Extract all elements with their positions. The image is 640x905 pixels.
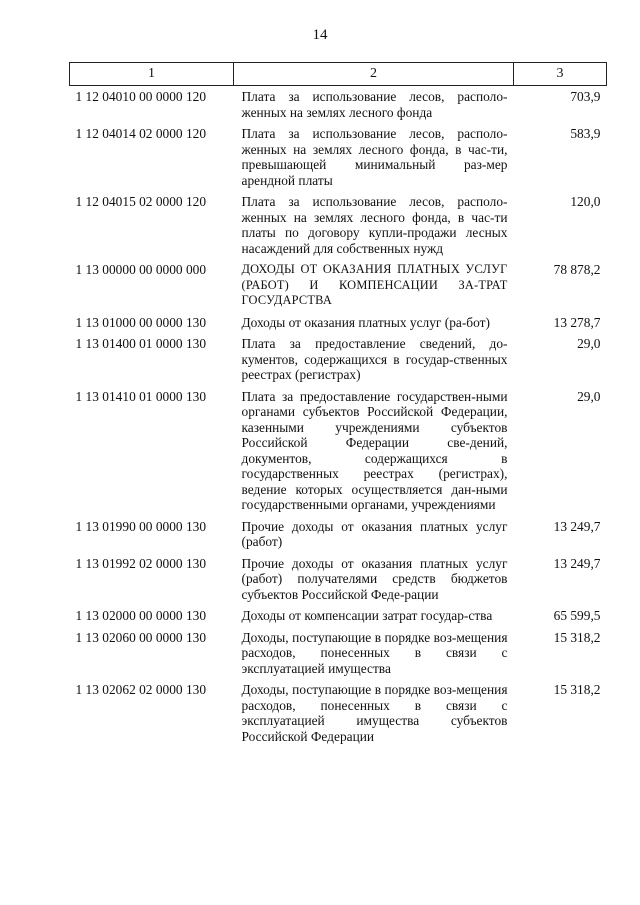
revenue-code: 1 13 01992 02 0000 130 bbox=[75, 555, 207, 571]
table-row bbox=[70, 123, 607, 191]
revenue-name: Плата за использование лесов, располо-женных на землях лесного фонда, в час-ти, превышающей минимальный раз-мер арендной платы bbox=[241, 126, 508, 188]
revenue-code: 1 13 01000 00 0000 130 bbox=[75, 314, 207, 330]
column-header-name: 2 bbox=[234, 63, 514, 86]
table-row bbox=[70, 627, 607, 680]
revenue-name: Прочие доходы от оказания платных услуг (работ) получателями средств бюджетов субъектов Российской Феде-рации bbox=[241, 555, 508, 602]
revenue-sum: 703,9 bbox=[570, 89, 601, 104]
revenue-name: Доходы от компенсации затрат государ-ства bbox=[241, 608, 493, 623]
revenue-name: Плата за предоставление государствен-ными органами субъектов Российской Федерации, казенными учреждениями субъектов Российской Федерации све-дений, документов, содержащихся в государственных реестрах (регистрах), ведение которых осуществляется дан-ными государственными органами, учреждениями bbox=[241, 388, 508, 512]
table-row bbox=[70, 516, 607, 553]
revenue-code: 1 13 01410 01 0000 130 bbox=[75, 388, 207, 404]
revenue-code: 1 13 02000 00 0000 130 bbox=[75, 608, 207, 623]
revenue-name: Плата за использование лесов, располо-женных на землях лесного фонда, в час-ти платы по договору купли-продажи лесных насаждений для собственных нужд bbox=[241, 194, 508, 256]
revenue-code: 1 12 04015 02 0000 120 bbox=[75, 194, 207, 209]
revenue-sum: 13 278,7 bbox=[553, 314, 601, 330]
revenue-sum: 583,9 bbox=[570, 126, 601, 141]
revenue-name: Прочие доходы от оказания платных услуг (работ) bbox=[241, 518, 508, 549]
revenue-name: Плата за предоставление сведений, до-кументов, содержащихся в государ-ственных реестрах (регистрах) bbox=[241, 336, 508, 382]
revenue-sum: 13 249,7 bbox=[553, 555, 601, 571]
revenue-code: 1 13 01400 01 0000 130 bbox=[75, 336, 207, 351]
page-number: 14 bbox=[312, 27, 328, 43]
revenue-sum: 120,0 bbox=[570, 194, 601, 209]
table-body bbox=[70, 86, 607, 748]
table-row bbox=[70, 553, 607, 606]
revenue-sum: 15 318,2 bbox=[553, 682, 601, 697]
revenue-name: ДОХОДЫ ОТ ОКАЗАНИЯ ПЛАТНЫХ УСЛУГ (РАБОТ) И КОМПЕНСАЦИИ ЗА-ТРАТ ГОСУДАРСТВА bbox=[241, 262, 508, 307]
table-row bbox=[70, 605, 607, 627]
revenue-code: 1 12 04014 02 0000 120 bbox=[75, 126, 207, 141]
revenue-code: 1 13 02062 02 0000 130 bbox=[75, 682, 207, 697]
revenue-code: 1 13 01990 00 0000 130 bbox=[75, 518, 207, 534]
table-row bbox=[70, 86, 607, 124]
table-row bbox=[70, 259, 607, 312]
revenue-sum: 29,0 bbox=[577, 388, 601, 404]
revenue-name: Доходы от оказания платных услуг (ра-бот) bbox=[241, 314, 490, 330]
revenue-sum: 65 599,5 bbox=[553, 608, 601, 623]
column-header-sum: 3 bbox=[514, 63, 607, 86]
revenue-code: 1 12 04010 00 0000 120 bbox=[75, 89, 207, 104]
revenue-name: Доходы, поступающие в порядке воз-мещения расходов, понесенных в связи с эксплуатацией имущества субъектов Российской Федерации bbox=[241, 682, 508, 744]
revenue-sum: 13 249,7 bbox=[553, 518, 601, 534]
table-row bbox=[70, 386, 607, 516]
revenue-name: Плата за использование лесов, располо-женных на землях лесного фонда bbox=[241, 89, 508, 120]
budget-revenue-table bbox=[69, 62, 607, 747]
revenue-sum: 78 878,2 bbox=[553, 262, 601, 277]
revenue-name: Доходы, поступающие в порядке воз-мещения расходов, понесенных в связи с эксплуатацией имущества bbox=[241, 629, 508, 676]
revenue-sum: 15 318,2 bbox=[553, 629, 601, 645]
table-row bbox=[70, 333, 607, 386]
table-row bbox=[70, 679, 607, 747]
table-header-row bbox=[70, 63, 607, 86]
table-row bbox=[70, 191, 607, 259]
revenue-code: 1 13 02060 00 0000 130 bbox=[75, 629, 207, 645]
table-row bbox=[70, 312, 607, 334]
column-header-code: 1 bbox=[70, 63, 234, 86]
revenue-code: 1 13 00000 00 0000 000 bbox=[75, 262, 207, 277]
revenue-sum: 29,0 bbox=[577, 336, 601, 351]
